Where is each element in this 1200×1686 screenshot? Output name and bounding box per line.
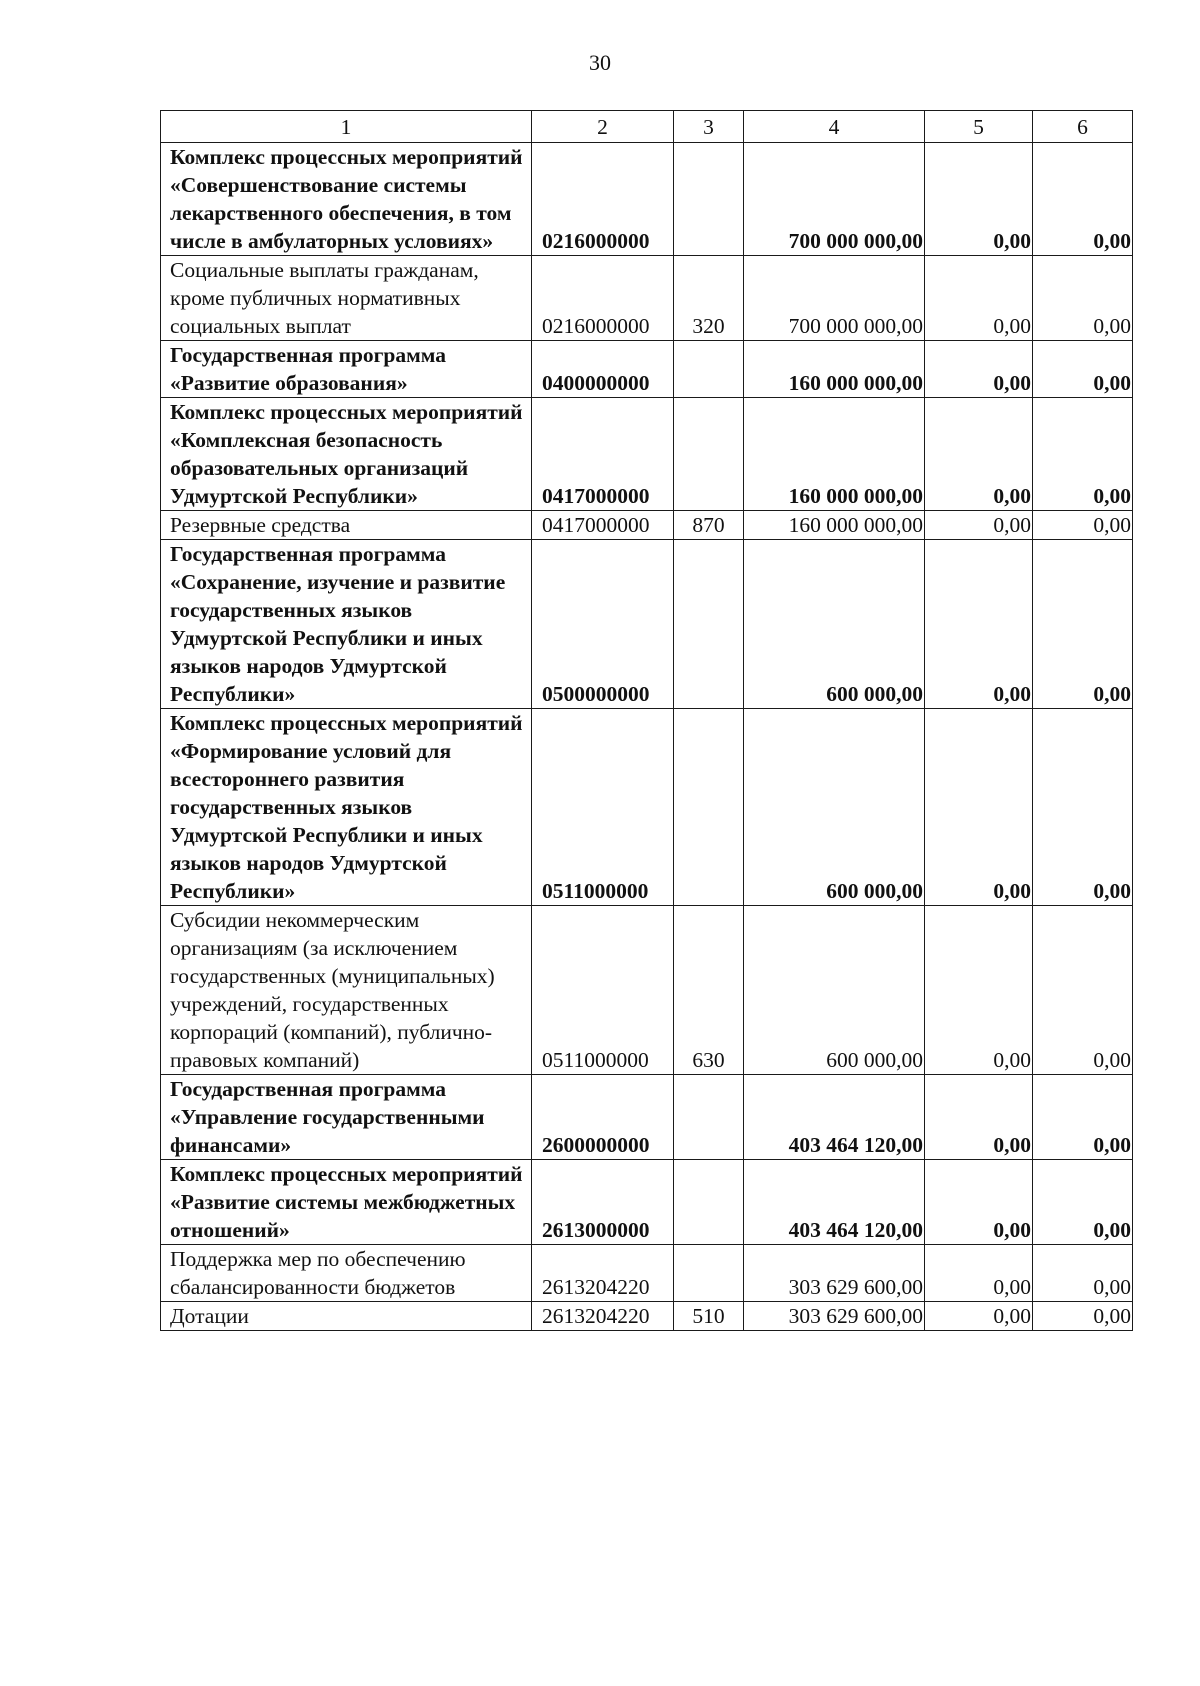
cell-sum1: 403 464 120,00 xyxy=(744,1160,925,1245)
cell-sum3: 0,00 xyxy=(1033,511,1133,540)
cell-sum3: 0,00 xyxy=(1033,540,1133,709)
column-header-4: 4 xyxy=(744,111,925,143)
column-header-6: 6 xyxy=(1033,111,1133,143)
cell-type xyxy=(674,398,744,511)
table-row xyxy=(161,398,1133,511)
cell-name: Комплекс процессных мероприятий «Развитие системы межбюджетных отношений» xyxy=(161,1160,532,1245)
cell-sum1: 700 000 000,00 xyxy=(744,143,925,256)
budget-table-body xyxy=(161,111,1133,1331)
cell-name: Государственная программа «Развитие образования» xyxy=(161,341,532,398)
table-row xyxy=(161,709,1133,906)
table-row xyxy=(161,1302,1133,1331)
cell-name: Социальные выплаты гражданам, кроме публичных нормативных социальных выплат xyxy=(161,256,532,341)
cell-code: 0216000000 xyxy=(532,256,674,341)
cell-type: 510 xyxy=(674,1302,744,1331)
cell-name: Комплекс процессных мероприятий «Формирование условий для всестороннего развития государственных языков Удмуртской Республики и иных языков народов Удмуртской Республики» xyxy=(161,709,532,906)
cell-code: 0216000000 xyxy=(532,143,674,256)
cell-sum2: 0,00 xyxy=(925,1245,1033,1302)
cell-name: Государственная программа «Управление государственными финансами» xyxy=(161,1075,532,1160)
column-header-1: 1 xyxy=(161,111,532,143)
cell-code: 0500000000 xyxy=(532,540,674,709)
cell-name: Комплекс процессных мероприятий «Комплексная безопасность образовательных организаций Удмуртской Республики» xyxy=(161,398,532,511)
cell-name: Субсидии некоммерческим организациям (за исключением государственных (муниципальных) учреждений, государственных корпораций (компаний), публично-правовых компаний) xyxy=(161,906,532,1075)
cell-type xyxy=(674,341,744,398)
cell-sum2: 0,00 xyxy=(925,540,1033,709)
cell-type xyxy=(674,1075,744,1160)
cell-code: 0511000000 xyxy=(532,709,674,906)
cell-sum2: 0,00 xyxy=(925,398,1033,511)
table-header-row xyxy=(161,111,1133,143)
cell-type xyxy=(674,709,744,906)
cell-sum2: 0,00 xyxy=(925,1075,1033,1160)
cell-sum3: 0,00 xyxy=(1033,256,1133,341)
cell-code: 2613204220 xyxy=(532,1245,674,1302)
cell-sum2: 0,00 xyxy=(925,1160,1033,1245)
cell-name: Комплекс процессных мероприятий «Совершенствование системы лекарственного обеспечения, в том числе в амбулаторных условиях» xyxy=(161,143,532,256)
cell-type: 870 xyxy=(674,511,744,540)
column-header-3: 3 xyxy=(674,111,744,143)
table-row xyxy=(161,511,1133,540)
cell-sum2: 0,00 xyxy=(925,1302,1033,1331)
table-row xyxy=(161,341,1133,398)
cell-sum2: 0,00 xyxy=(925,906,1033,1075)
cell-sum1: 160 000 000,00 xyxy=(744,398,925,511)
cell-sum3: 0,00 xyxy=(1033,1075,1133,1160)
cell-sum3: 0,00 xyxy=(1033,1160,1133,1245)
table-row xyxy=(161,143,1133,256)
cell-type xyxy=(674,1245,744,1302)
cell-sum3: 0,00 xyxy=(1033,709,1133,906)
cell-name: Государственная программа «Сохранение, изучение и развитие государственных языков Удмуртской Республики и иных языков народов Удмуртской Республики» xyxy=(161,540,532,709)
cell-sum3: 0,00 xyxy=(1033,143,1133,256)
column-header-5: 5 xyxy=(925,111,1033,143)
page-number: 30 xyxy=(589,50,611,75)
cell-sum3: 0,00 xyxy=(1033,398,1133,511)
cell-sum1: 700 000 000,00 xyxy=(744,256,925,341)
column-header-2: 2 xyxy=(532,111,674,143)
cell-code: 2613000000 xyxy=(532,1160,674,1245)
table-row xyxy=(161,540,1133,709)
table-row xyxy=(161,256,1133,341)
cell-type: 320 xyxy=(674,256,744,341)
cell-sum3: 0,00 xyxy=(1033,1302,1133,1331)
cell-sum3: 0,00 xyxy=(1033,1245,1133,1302)
cell-sum2: 0,00 xyxy=(925,511,1033,540)
cell-sum1: 600 000,00 xyxy=(744,709,925,906)
cell-sum1: 403 464 120,00 xyxy=(744,1075,925,1160)
table-row xyxy=(161,906,1133,1075)
cell-sum1: 303 629 600,00 xyxy=(744,1302,925,1331)
table-row xyxy=(161,1160,1133,1245)
cell-sum2: 0,00 xyxy=(925,143,1033,256)
cell-type: 630 xyxy=(674,906,744,1075)
cell-type xyxy=(674,540,744,709)
cell-code: 0400000000 xyxy=(532,341,674,398)
cell-sum2: 0,00 xyxy=(925,256,1033,341)
table-row xyxy=(161,1245,1133,1302)
cell-sum3: 0,00 xyxy=(1033,341,1133,398)
cell-code: 2600000000 xyxy=(532,1075,674,1160)
cell-code: 0511000000 xyxy=(532,906,674,1075)
cell-code: 2613204220 xyxy=(532,1302,674,1331)
cell-sum1: 160 000 000,00 xyxy=(744,341,925,398)
cell-type xyxy=(674,1160,744,1245)
cell-code: 0417000000 xyxy=(532,398,674,511)
cell-sum1: 600 000,00 xyxy=(744,906,925,1075)
cell-code: 0417000000 xyxy=(532,511,674,540)
cell-sum1: 160 000 000,00 xyxy=(744,511,925,540)
cell-name: Дотации xyxy=(161,1302,532,1331)
cell-sum3: 0,00 xyxy=(1033,906,1133,1075)
cell-sum2: 0,00 xyxy=(925,709,1033,906)
cell-type xyxy=(674,143,744,256)
cell-name: Резервные средства xyxy=(161,511,532,540)
cell-sum1: 600 000,00 xyxy=(744,540,925,709)
table-row xyxy=(161,1075,1133,1160)
cell-sum2: 0,00 xyxy=(925,341,1033,398)
cell-name: Поддержка мер по обеспечению сбалансированности бюджетов xyxy=(161,1245,532,1302)
budget-table xyxy=(160,110,1133,1331)
cell-sum1: 303 629 600,00 xyxy=(744,1245,925,1302)
